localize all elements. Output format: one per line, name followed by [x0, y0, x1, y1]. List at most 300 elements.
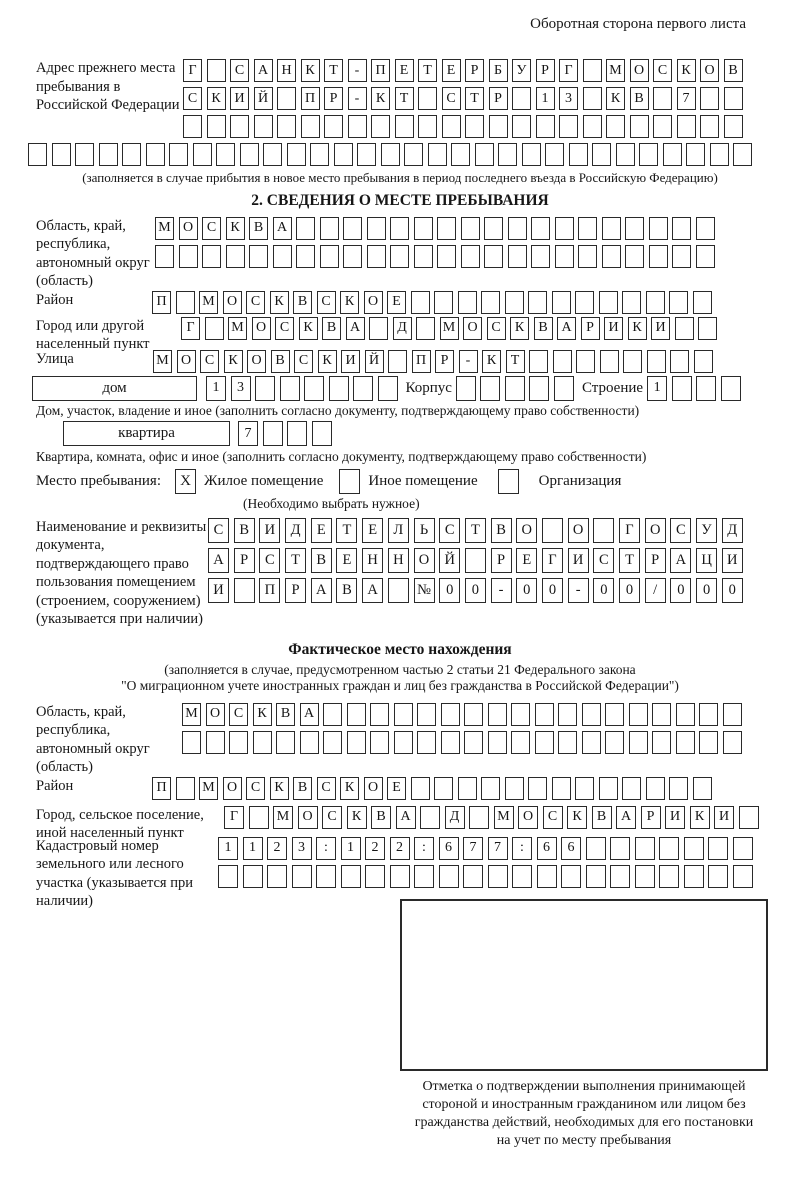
char-cell[interactable]: [475, 143, 494, 166]
char-cell[interactable]: [263, 421, 283, 446]
char-cell[interactable]: Р: [285, 578, 306, 603]
char-cell[interactable]: [341, 865, 361, 888]
char-cell[interactable]: [207, 115, 226, 138]
char-cell[interactable]: [461, 217, 480, 240]
char-cell[interactable]: [672, 217, 691, 240]
char-cell[interactable]: [531, 245, 550, 268]
char-cell[interactable]: [599, 291, 618, 314]
char-cell[interactable]: [416, 317, 435, 340]
char-cell[interactable]: [388, 350, 407, 373]
char-cell[interactable]: К: [226, 217, 245, 240]
char-cell[interactable]: [536, 115, 555, 138]
char-cell[interactable]: К: [347, 806, 367, 829]
char-cell[interactable]: [263, 143, 282, 166]
char-cell[interactable]: К: [371, 87, 390, 110]
char-cell[interactable]: О: [364, 777, 383, 800]
char-cell[interactable]: :: [414, 837, 434, 860]
char-cell[interactable]: [218, 865, 238, 888]
char-cell[interactable]: [699, 731, 718, 754]
char-cell[interactable]: В: [271, 350, 290, 373]
char-cell[interactable]: К: [606, 87, 625, 110]
char-cell[interactable]: О: [700, 59, 719, 82]
char-cell[interactable]: [176, 777, 195, 800]
char-cell[interactable]: Т: [336, 518, 357, 543]
char-cell[interactable]: [488, 703, 507, 726]
char-cell[interactable]: [622, 777, 641, 800]
char-cell[interactable]: В: [322, 317, 341, 340]
char-cell[interactable]: [575, 291, 594, 314]
char-cell[interactable]: [461, 245, 480, 268]
char-cell[interactable]: С: [317, 777, 336, 800]
char-cell[interactable]: М: [228, 317, 247, 340]
char-cell[interactable]: [694, 350, 713, 373]
char-cell[interactable]: Д: [722, 518, 743, 543]
char-cell[interactable]: [698, 317, 717, 340]
char-cell[interactable]: У: [512, 59, 531, 82]
char-cell[interactable]: Н: [362, 548, 383, 573]
char-cell[interactable]: А: [300, 703, 319, 726]
char-cell[interactable]: [653, 87, 672, 110]
char-cell[interactable]: [663, 143, 682, 166]
char-cell[interactable]: [669, 291, 688, 314]
char-cell[interactable]: [249, 245, 268, 268]
char-cell[interactable]: [552, 777, 571, 800]
char-cell[interactable]: [652, 731, 671, 754]
char-cell[interactable]: [249, 806, 269, 829]
char-cell[interactable]: [411, 291, 430, 314]
char-cell[interactable]: [226, 245, 245, 268]
char-cell[interactable]: 1: [218, 837, 238, 860]
char-cell[interactable]: [441, 703, 460, 726]
char-cell[interactable]: 0: [465, 578, 486, 603]
char-cell[interactable]: [531, 217, 550, 240]
char-cell[interactable]: [733, 837, 753, 860]
char-cell[interactable]: [582, 703, 601, 726]
char-cell[interactable]: [28, 143, 47, 166]
char-cell[interactable]: М: [155, 217, 174, 240]
char-cell[interactable]: [428, 143, 447, 166]
char-cell[interactable]: Й: [365, 350, 384, 373]
char-cell[interactable]: [693, 777, 712, 800]
char-cell[interactable]: [669, 777, 688, 800]
char-cell[interactable]: 3: [292, 837, 312, 860]
char-cell[interactable]: [739, 806, 759, 829]
char-cell[interactable]: [343, 245, 362, 268]
char-cell[interactable]: В: [534, 317, 553, 340]
char-cell[interactable]: [652, 703, 671, 726]
char-cell[interactable]: О: [364, 291, 383, 314]
char-cell[interactable]: О: [630, 59, 649, 82]
char-cell[interactable]: А: [616, 806, 636, 829]
char-cell[interactable]: П: [301, 87, 320, 110]
char-cell[interactable]: [371, 115, 390, 138]
char-cell[interactable]: [610, 865, 630, 888]
char-cell[interactable]: [202, 245, 221, 268]
char-cell[interactable]: [586, 837, 606, 860]
char-cell[interactable]: 0: [542, 578, 563, 603]
char-cell[interactable]: [469, 806, 489, 829]
char-cell[interactable]: [394, 703, 413, 726]
char-cell[interactable]: Ь: [414, 518, 435, 543]
char-cell[interactable]: П: [152, 777, 171, 800]
char-cell[interactable]: [122, 143, 141, 166]
char-cell[interactable]: [583, 59, 602, 82]
char-cell[interactable]: М: [440, 317, 459, 340]
char-cell[interactable]: С: [593, 548, 614, 573]
char-cell[interactable]: [310, 143, 329, 166]
char-cell[interactable]: [672, 376, 692, 401]
char-cell[interactable]: №: [414, 578, 435, 603]
char-cell[interactable]: [481, 291, 500, 314]
char-cell[interactable]: С: [246, 777, 265, 800]
char-cell[interactable]: [700, 115, 719, 138]
char-cell[interactable]: [723, 731, 742, 754]
char-cell[interactable]: [592, 143, 611, 166]
char-cell[interactable]: [456, 376, 476, 401]
char-cell[interactable]: [411, 777, 430, 800]
char-cell[interactable]: [646, 777, 665, 800]
char-cell[interactable]: [599, 777, 618, 800]
char-cell[interactable]: [464, 731, 483, 754]
char-cell[interactable]: [348, 115, 367, 138]
char-cell[interactable]: И: [259, 518, 280, 543]
char-cell[interactable]: С: [275, 317, 294, 340]
char-cell[interactable]: О: [568, 518, 589, 543]
char-cell[interactable]: Л: [388, 518, 409, 543]
char-cell[interactable]: М: [606, 59, 625, 82]
char-cell[interactable]: О: [414, 548, 435, 573]
char-cell[interactable]: [676, 703, 695, 726]
char-cell[interactable]: [505, 291, 524, 314]
char-cell[interactable]: [323, 703, 342, 726]
char-cell[interactable]: [378, 376, 398, 401]
char-cell[interactable]: [528, 777, 547, 800]
char-cell[interactable]: 0: [439, 578, 460, 603]
char-cell[interactable]: [555, 217, 574, 240]
char-cell[interactable]: Н: [277, 59, 296, 82]
char-cell[interactable]: С: [653, 59, 672, 82]
char-cell[interactable]: [498, 143, 517, 166]
char-cell[interactable]: 0: [593, 578, 614, 603]
char-cell[interactable]: [610, 837, 630, 860]
char-cell[interactable]: К: [207, 87, 226, 110]
char-cell[interactable]: Р: [489, 87, 508, 110]
char-cell[interactable]: Р: [435, 350, 454, 373]
char-cell[interactable]: Н: [388, 548, 409, 573]
char-cell[interactable]: Т: [506, 350, 525, 373]
char-cell[interactable]: О: [298, 806, 318, 829]
char-cell[interactable]: [243, 865, 263, 888]
char-cell[interactable]: А: [670, 548, 691, 573]
char-cell[interactable]: [381, 143, 400, 166]
char-cell[interactable]: [369, 317, 388, 340]
char-cell[interactable]: Т: [465, 518, 486, 543]
char-cell[interactable]: С: [442, 87, 461, 110]
char-cell[interactable]: Р: [641, 806, 661, 829]
char-cell[interactable]: О: [518, 806, 538, 829]
char-cell[interactable]: С: [294, 350, 313, 373]
char-cell[interactable]: А: [557, 317, 576, 340]
char-cell[interactable]: [205, 317, 224, 340]
char-cell[interactable]: [300, 731, 319, 754]
char-cell[interactable]: [439, 865, 459, 888]
char-cell[interactable]: [629, 703, 648, 726]
char-cell[interactable]: К: [224, 350, 243, 373]
char-cell[interactable]: [357, 143, 376, 166]
char-cell[interactable]: А: [396, 806, 416, 829]
char-cell[interactable]: И: [665, 806, 685, 829]
char-cell[interactable]: О: [252, 317, 271, 340]
char-cell[interactable]: С: [439, 518, 460, 543]
char-cell[interactable]: [659, 865, 679, 888]
char-cell[interactable]: 7: [677, 87, 696, 110]
char-cell[interactable]: [693, 291, 712, 314]
char-cell[interactable]: [367, 217, 386, 240]
char-cell[interactable]: Г: [542, 548, 563, 573]
char-cell[interactable]: Р: [491, 548, 512, 573]
char-cell[interactable]: В: [311, 548, 332, 573]
char-cell[interactable]: Е: [362, 518, 383, 543]
char-cell[interactable]: С: [543, 806, 563, 829]
char-cell[interactable]: [451, 143, 470, 166]
char-cell[interactable]: Е: [395, 59, 414, 82]
char-cell[interactable]: [442, 115, 461, 138]
char-cell[interactable]: :: [316, 837, 336, 860]
char-cell[interactable]: [488, 865, 508, 888]
char-cell[interactable]: [365, 865, 385, 888]
char-cell[interactable]: Т: [619, 548, 640, 573]
char-cell[interactable]: [512, 115, 531, 138]
char-cell[interactable]: 3: [231, 376, 251, 401]
char-cell[interactable]: 0: [722, 578, 743, 603]
char-cell[interactable]: [437, 245, 456, 268]
char-cell[interactable]: О: [179, 217, 198, 240]
char-cell[interactable]: К: [318, 350, 337, 373]
char-cell[interactable]: :: [512, 837, 532, 860]
char-cell[interactable]: В: [371, 806, 391, 829]
char-cell[interactable]: Д: [445, 806, 465, 829]
char-cell[interactable]: О: [206, 703, 225, 726]
char-cell[interactable]: [240, 143, 259, 166]
char-cell[interactable]: [672, 245, 691, 268]
char-cell[interactable]: И: [230, 87, 249, 110]
char-cell[interactable]: 1: [536, 87, 555, 110]
char-cell[interactable]: Е: [387, 777, 406, 800]
char-cell[interactable]: [75, 143, 94, 166]
char-cell[interactable]: Й: [254, 87, 273, 110]
char-cell[interactable]: [583, 115, 602, 138]
char-cell[interactable]: [207, 59, 226, 82]
checkbox-organization[interactable]: [498, 469, 519, 494]
char-cell[interactable]: О: [516, 518, 537, 543]
char-cell[interactable]: [684, 865, 704, 888]
char-cell[interactable]: [635, 865, 655, 888]
char-cell[interactable]: [353, 376, 373, 401]
char-cell[interactable]: 1: [206, 376, 226, 401]
char-cell[interactable]: [99, 143, 118, 166]
char-cell[interactable]: П: [371, 59, 390, 82]
char-cell[interactable]: [528, 291, 547, 314]
char-cell[interactable]: [578, 245, 597, 268]
char-cell[interactable]: [434, 291, 453, 314]
char-cell[interactable]: Б: [489, 59, 508, 82]
char-cell[interactable]: Е: [311, 518, 332, 543]
char-cell[interactable]: И: [604, 317, 623, 340]
char-cell[interactable]: [193, 143, 212, 166]
char-cell[interactable]: [296, 217, 315, 240]
char-cell[interactable]: [417, 703, 436, 726]
char-cell[interactable]: В: [234, 518, 255, 543]
char-cell[interactable]: О: [223, 777, 242, 800]
char-cell[interactable]: И: [722, 548, 743, 573]
char-cell[interactable]: 0: [670, 578, 691, 603]
char-cell[interactable]: [465, 115, 484, 138]
char-cell[interactable]: [553, 350, 572, 373]
char-cell[interactable]: Ц: [696, 548, 717, 573]
char-cell[interactable]: Г: [619, 518, 640, 543]
char-cell[interactable]: К: [628, 317, 647, 340]
char-cell[interactable]: В: [293, 777, 312, 800]
char-cell[interactable]: [484, 245, 503, 268]
char-cell[interactable]: 2: [365, 837, 385, 860]
char-cell[interactable]: К: [270, 291, 289, 314]
char-cell[interactable]: [639, 143, 658, 166]
char-cell[interactable]: Т: [324, 59, 343, 82]
char-cell[interactable]: [630, 115, 649, 138]
char-cell[interactable]: [323, 731, 342, 754]
char-cell[interactable]: [545, 143, 564, 166]
char-cell[interactable]: Т: [395, 87, 414, 110]
char-cell[interactable]: [394, 731, 413, 754]
char-cell[interactable]: 0: [516, 578, 537, 603]
char-cell[interactable]: [578, 217, 597, 240]
char-cell[interactable]: [723, 703, 742, 726]
char-cell[interactable]: [558, 703, 577, 726]
char-cell[interactable]: М: [494, 806, 514, 829]
char-cell[interactable]: [721, 376, 741, 401]
char-cell[interactable]: Т: [465, 87, 484, 110]
char-cell[interactable]: [582, 731, 601, 754]
char-cell[interactable]: 6: [561, 837, 581, 860]
char-cell[interactable]: П: [412, 350, 431, 373]
char-cell[interactable]: О: [645, 518, 666, 543]
char-cell[interactable]: М: [199, 291, 218, 314]
char-cell[interactable]: [481, 777, 500, 800]
char-cell[interactable]: [343, 217, 362, 240]
char-cell[interactable]: В: [276, 703, 295, 726]
char-cell[interactable]: Р: [536, 59, 555, 82]
char-cell[interactable]: В: [249, 217, 268, 240]
char-cell[interactable]: [229, 731, 248, 754]
char-cell[interactable]: [273, 245, 292, 268]
char-cell[interactable]: [287, 421, 307, 446]
char-cell[interactable]: [675, 317, 694, 340]
char-cell[interactable]: 6: [537, 837, 557, 860]
char-cell[interactable]: [724, 115, 743, 138]
char-cell[interactable]: С: [670, 518, 691, 543]
char-cell[interactable]: [629, 731, 648, 754]
char-cell[interactable]: [334, 143, 353, 166]
char-cell[interactable]: О: [177, 350, 196, 373]
char-cell[interactable]: [529, 376, 549, 401]
char-cell[interactable]: [676, 731, 695, 754]
char-cell[interactable]: [649, 245, 668, 268]
char-cell[interactable]: [52, 143, 71, 166]
char-cell[interactable]: [230, 115, 249, 138]
char-cell[interactable]: 7: [463, 837, 483, 860]
char-cell[interactable]: [733, 865, 753, 888]
char-cell[interactable]: [480, 376, 500, 401]
char-cell[interactable]: [686, 143, 705, 166]
char-cell[interactable]: [653, 115, 672, 138]
char-cell[interactable]: М: [182, 703, 201, 726]
char-cell[interactable]: К: [482, 350, 501, 373]
char-cell[interactable]: -: [459, 350, 478, 373]
char-cell[interactable]: [699, 703, 718, 726]
char-cell[interactable]: И: [714, 806, 734, 829]
char-cell[interactable]: [216, 143, 235, 166]
char-cell[interactable]: Р: [234, 548, 255, 573]
char-cell[interactable]: С: [208, 518, 229, 543]
char-cell[interactable]: [696, 217, 715, 240]
char-cell[interactable]: В: [592, 806, 612, 829]
char-cell[interactable]: Д: [285, 518, 306, 543]
char-cell[interactable]: Г: [181, 317, 200, 340]
char-cell[interactable]: Г: [224, 806, 244, 829]
char-cell[interactable]: А: [273, 217, 292, 240]
char-cell[interactable]: А: [362, 578, 383, 603]
char-cell[interactable]: Д: [393, 317, 412, 340]
char-cell[interactable]: [441, 731, 460, 754]
char-cell[interactable]: [724, 87, 743, 110]
char-cell[interactable]: [625, 217, 644, 240]
char-cell[interactable]: Р: [465, 59, 484, 82]
char-cell[interactable]: [395, 115, 414, 138]
char-cell[interactable]: [575, 777, 594, 800]
char-cell[interactable]: [414, 217, 433, 240]
char-cell[interactable]: [555, 245, 574, 268]
char-cell[interactable]: [622, 291, 641, 314]
char-cell[interactable]: С: [317, 291, 336, 314]
char-cell[interactable]: [390, 245, 409, 268]
char-cell[interactable]: /: [645, 578, 666, 603]
char-cell[interactable]: Е: [387, 291, 406, 314]
char-cell[interactable]: [670, 350, 689, 373]
char-cell[interactable]: [535, 703, 554, 726]
checkbox-other-premises[interactable]: [339, 469, 360, 494]
char-cell[interactable]: Й: [439, 548, 460, 573]
char-cell[interactable]: [179, 245, 198, 268]
char-cell[interactable]: [512, 865, 532, 888]
char-cell[interactable]: [458, 291, 477, 314]
char-cell[interactable]: Т: [418, 59, 437, 82]
char-cell[interactable]: [437, 217, 456, 240]
char-cell[interactable]: [296, 245, 315, 268]
char-cell[interactable]: [529, 350, 548, 373]
char-cell[interactable]: [569, 143, 588, 166]
char-cell[interactable]: [696, 245, 715, 268]
char-cell[interactable]: 1: [647, 376, 667, 401]
char-cell[interactable]: [684, 837, 704, 860]
char-cell[interactable]: [417, 731, 436, 754]
char-cell[interactable]: [605, 703, 624, 726]
char-cell[interactable]: К: [510, 317, 529, 340]
char-cell[interactable]: 0: [696, 578, 717, 603]
char-cell[interactable]: [234, 578, 255, 603]
char-cell[interactable]: М: [153, 350, 172, 373]
char-cell[interactable]: 7: [488, 837, 508, 860]
char-cell[interactable]: [277, 87, 296, 110]
